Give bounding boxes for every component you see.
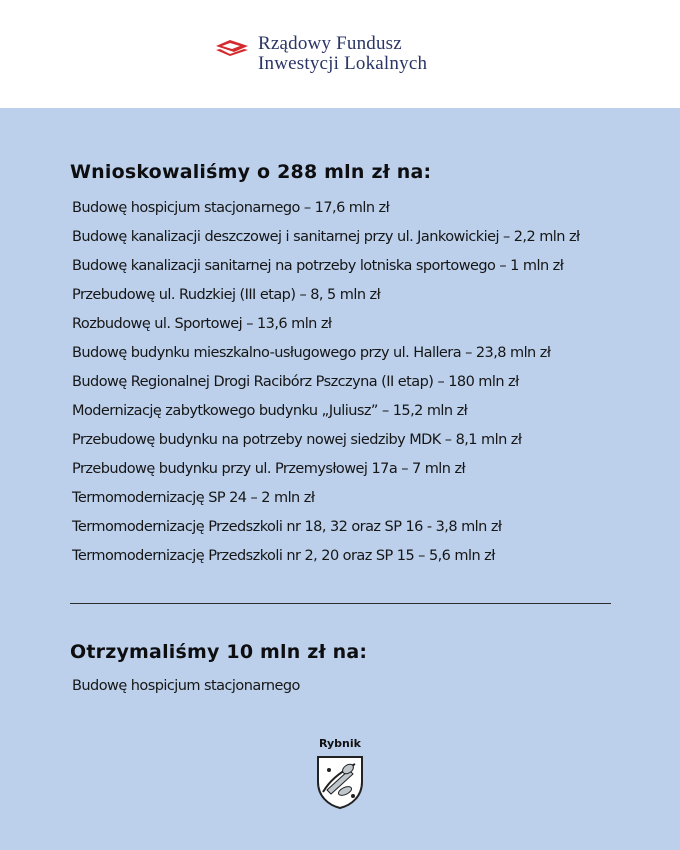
crest-label: Rybnik [319, 737, 361, 750]
list-item: Termomodernizację Przedszkoli nr 18, 32 oraz SP 16 - 3,8 mln zł [72, 519, 502, 535]
logo-title-line2: Inwestycji Lokalnych [258, 53, 428, 74]
list-item: Przebudowę budynku na potrzeby nowej siedziby MDK – 8,1 mln zł [72, 432, 522, 448]
logo-title-line1: Rządowy Fundusz [258, 33, 402, 54]
header-band [0, 0, 680, 108]
list-item: Budowę Regionalnej Drogi Racibórz Pszczyna (II etap) – 180 mln zł [72, 374, 519, 390]
list-item: Termomodernizację Przedszkoli nr 2, 20 oraz SP 15 – 5,6 mln zł [72, 548, 495, 564]
list-item: Budowę kanalizacji deszczowej i sanitarnej przy ul. Jankowickiej – 2,2 mln zł [72, 229, 580, 245]
received-item: Budowę hospicjum stacjonarnego [72, 678, 300, 694]
list-item: Rozbudowę ul. Sportowej – 13,6 mln zł [72, 316, 332, 332]
received-heading: Otrzymaliśmy 10 mln zł na: [70, 641, 368, 663]
list-item: Przebudowę budynku przy ul. Przemysłowej 17a – 7 mln zł [72, 461, 466, 477]
list-item: Budowę budynku mieszkalno-usługowego przy ul. Hallera – 23,8 mln zł [72, 345, 551, 361]
list-item: Budowę kanalizacji sanitarnej na potrzeby lotniska sportowego – 1 mln zł [72, 258, 564, 274]
requested-list [72, 194, 632, 571]
flag-ribbon-icon [214, 34, 250, 58]
city-crest [312, 737, 368, 810]
rybnik-coat-of-arms-icon [312, 754, 368, 810]
requested-heading: Wnioskowaliśmy o 288 mln zł na: [70, 161, 432, 183]
list-item: Przebudowę ul. Rudzkiej (III etap) – 8, 5 mln zł [72, 287, 381, 303]
list-item: Termomodernizację SP 24 – 2 mln zł [72, 490, 315, 506]
section-divider [70, 603, 611, 604]
list-item: Modernizację zabytkowego budynku „Juliusz” – 15,2 mln zł [72, 403, 468, 419]
list-item: Budowę hospicjum stacjonarnego – 17,6 mln zł [72, 200, 390, 216]
rfil-logo [214, 34, 427, 74]
